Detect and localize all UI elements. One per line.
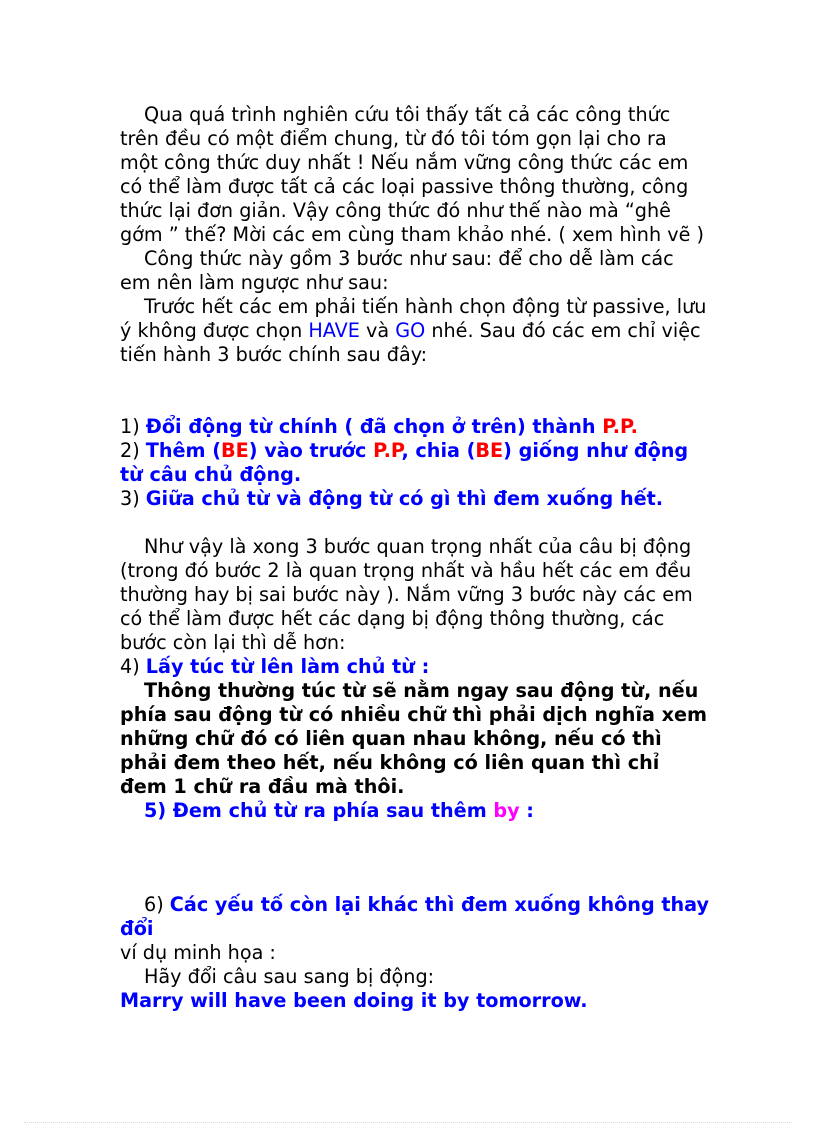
step-4-body: Thông thường túc từ sẽ nằm ngay sau động từ, nếu phía sau động từ có nhiều chữ thì phải dịch nghĩa xem những chữ đó có liên quan nhau không, nếu có thì phải đem theo hết, nếu không có liên quan thì chỉ đem 1 chữ ra đầu mà thôi. [120,679,708,798]
step-1-text: Đổi động từ chính ( đã chọn ở trên) thành [145,415,603,438]
step-1-number: 1) [120,415,146,438]
step-5 [120,799,710,823]
step-6-text: Các yếu tố còn lại khác thì đem xuống không thay đổi [120,893,710,940]
step-6-number: 6) [144,893,170,916]
step-3 [120,487,710,511]
step-5-text: 5) Đem chủ từ ra phía sau thêm [144,799,494,822]
step-1-pp: P.P. [602,415,638,438]
step-5-colon: : [519,799,534,822]
choose-verb-text: Trước hết các em phải tiến hành chọn động từ passive, lưu ý không được chọn [120,295,707,342]
spacer [120,367,710,415]
go-keyword: GO [395,319,426,342]
step-6 [120,893,710,941]
choose-verb-paragraph [120,295,710,367]
example-label: ví dụ minh họa : [120,941,276,964]
step-3-text: Giữa chủ từ và động từ có gì thì đem xuống hết. [145,487,664,510]
step-4-heading [120,655,710,679]
step-2-pp: P.P [373,439,402,462]
step-2 [120,439,710,487]
intro-paragraph: Qua quá trình nghiên cứu tôi thấy tất cả các công thức trên đều có một điểm chung, từ đó tôi tóm gọn lại cho ra một công thức duy nhất ! Nếu nắm vững công thức các em có thể làm được tất cả các loại passive thông thường, công thức lại đơn giản. Vậy công thức đó như thế nào mà “ghê gớm ” thế? Mời các em cùng tham khảo nhé. ( xem hình vẽ ) [120,103,704,246]
have-keyword: HAVE [308,319,360,342]
step-2-text-b: ) vào trước [248,439,374,462]
summary-paragraph: Như vậy là xong 3 bước quan trọng nhất của câu bị động (trong đó bước 2 là quan trọng nhất và hầu hết các em đều thường hay bị sai bước này ). Nắm vững 3 bước này các em có thể làm được hết các dạng bị động thông thường, các bước còn lại thì dễ hơn: [120,535,693,654]
step-2-text-a: Thêm ( [145,439,222,462]
example-instruction: Hãy đổi câu sau sang bị động: [144,965,435,988]
spacer [120,823,710,893]
steps-intro-paragraph: Công thức này gồm 3 bước như sau: để cho dễ làm các em nên làm ngược như sau: [120,247,674,294]
step-4-number: 4) [120,655,146,678]
step-2-text-c: , chia ( [401,439,476,462]
document-body [120,103,710,1013]
step-3-number: 3) [120,487,146,510]
step-2-text-d: ) giống như động từ câu chủ động. [120,439,689,486]
example-sentence: Marry will have been doing it by tomorrow. [120,989,588,1012]
choose-verb-and: và [359,319,396,342]
step-2-be-2: BE [475,439,504,462]
step-2-number: 2) [120,439,146,462]
step-1 [120,415,710,439]
spacer [120,511,710,535]
by-keyword: by [493,799,520,822]
step-2-be-1: BE [221,439,249,462]
step-4-title: Lấy túc từ lên làm chủ từ : [145,655,430,678]
choose-verb-rest: nhé. Sau đó các em chỉ việc tiến hành 3 bước chính sau đây: [120,319,701,366]
